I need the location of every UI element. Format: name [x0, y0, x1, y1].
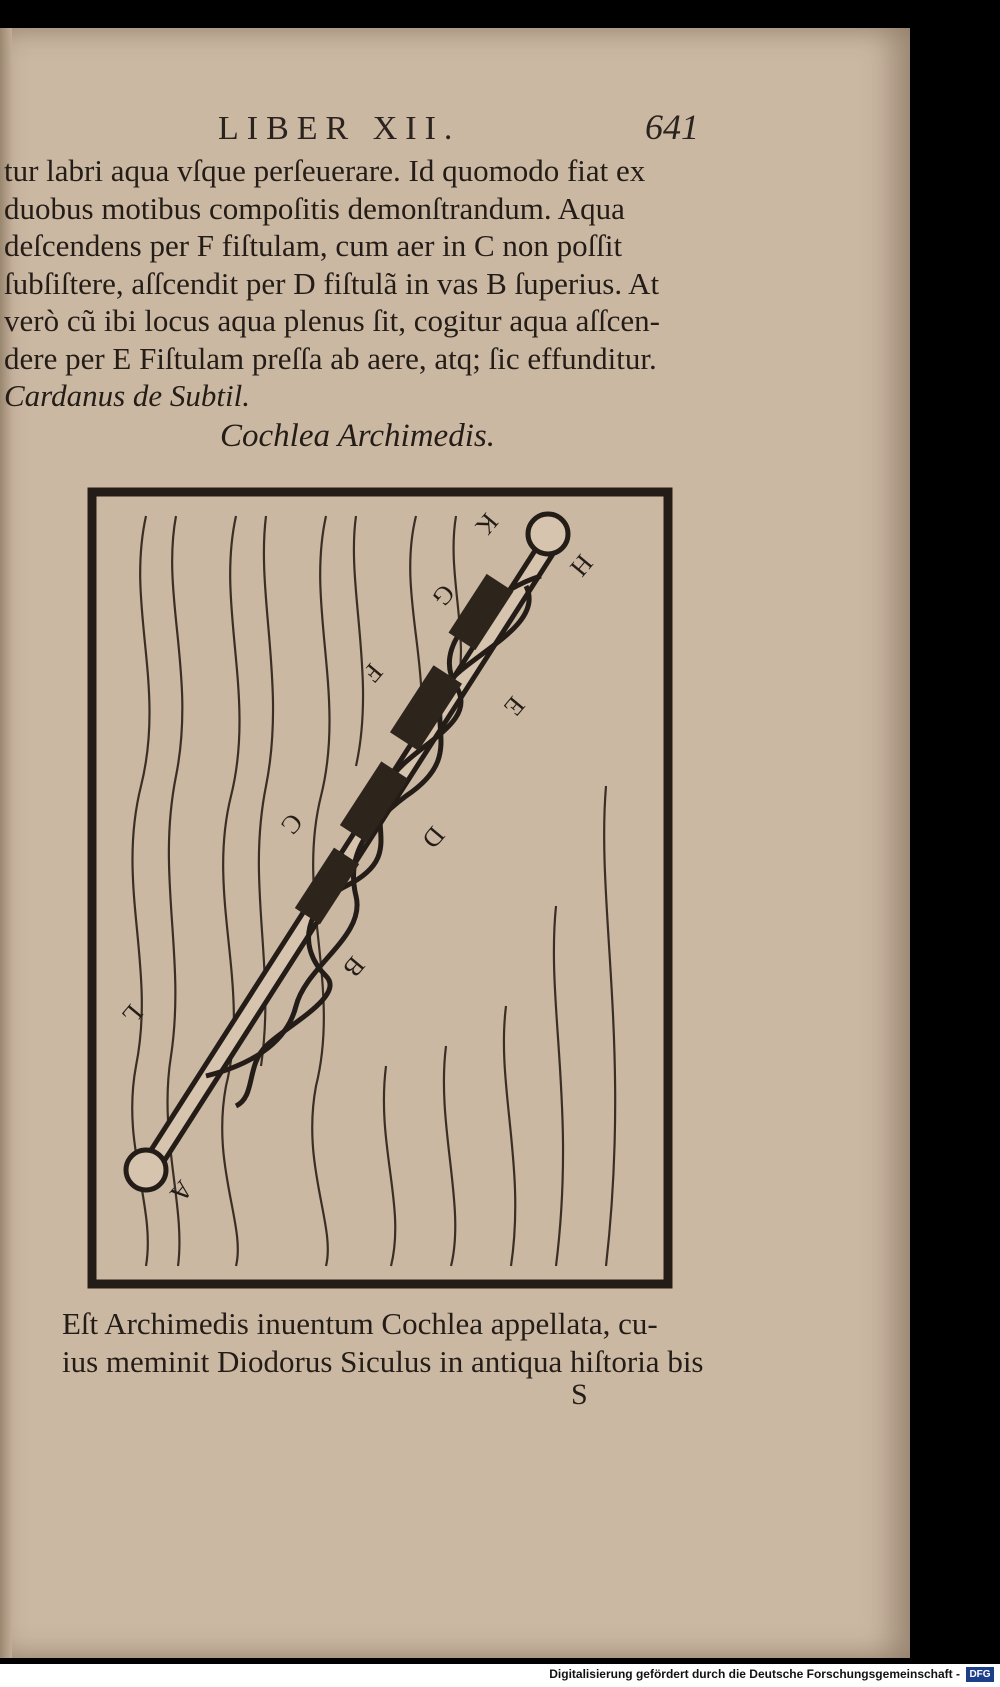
svg-text:E: E [498, 690, 531, 722]
text-line: ſubſiſtere, aſſcendit per D fiſtulã in vas B ſuperius. At [4, 265, 660, 301]
svg-text:L: L [116, 998, 149, 1030]
text-line: deſcendens per F fiſtulam, cum aer in C non poſſit [4, 228, 623, 263]
svg-text:H: H [564, 548, 599, 582]
svg-text:C: C [275, 807, 309, 840]
figure-title: Cochlea Archimedis. [220, 418, 495, 454]
screw-shaft [126, 514, 568, 1190]
body-text [4, 152, 704, 415]
text-line: tur labri aqua vſque perſeuerare. Id quomodo fiat ex [4, 153, 646, 188]
svg-text:G: G [426, 578, 461, 612]
bottom-text [62, 1305, 742, 1381]
dfg-logo: DFG [966, 1667, 994, 1682]
catchword: S [571, 1378, 588, 1411]
svg-text:B: B [337, 950, 371, 983]
text-line: duobus motibus compoſitis demonſtrandum. Aqua [4, 190, 625, 226]
running-head: LIBER XII. [218, 110, 461, 147]
page-number: 641 [645, 107, 699, 147]
text-line: ius meminit Diodorus Siculus in antiqua hiſtoria bis [62, 1344, 704, 1379]
svg-text:F: F [357, 657, 389, 688]
svg-text:K: K [469, 507, 504, 541]
woodcut-frame [92, 492, 668, 1284]
archimedes-screw-woodcut [86, 486, 674, 1290]
text-line: Eſt Archimedis inuentum Cochlea appellata, cu- [62, 1306, 658, 1341]
water-lines [132, 516, 615, 1266]
text-line: verò cũ ibi locus aqua plenus ſit, cogitur aqua aſſcen- [4, 303, 660, 338]
footer-bar [0, 1664, 1000, 1687]
svg-text:A: A [164, 1174, 199, 1208]
text-line: dere per E Fiſtulam preſſa ab aere, atq; ſic effunditur. [4, 340, 657, 376]
citation: Cardanus de Subtil. [4, 378, 251, 413]
footer-credit: Digitalisierung gefördert durch die Deutsche Forschungsgemeinschaft - [549, 1667, 960, 1681]
svg-text:D: D [416, 820, 451, 854]
